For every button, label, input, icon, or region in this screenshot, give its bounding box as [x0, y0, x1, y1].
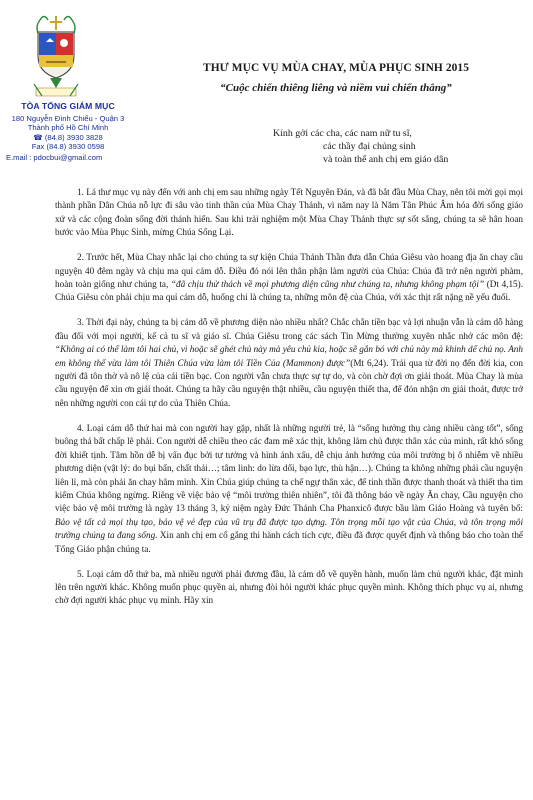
address-line-1: 180 Nguyễn Đình Chiểu - Quận 3	[11, 113, 125, 123]
salutation-line-3: và toàn thể anh chị em giáo dân	[323, 154, 449, 165]
paragraph-2	[55, 251, 523, 305]
paragraph-3	[55, 316, 523, 410]
sender-info	[4, 102, 132, 163]
email-address: E.mail : pdocbui@gmail.com	[6, 152, 103, 162]
archdiocese-coat-of-arms	[30, 14, 82, 102]
address-line-2: Thành phố Hồ Chí Minh	[27, 123, 109, 133]
letter-title: THƯ MỤC VỤ MÙA CHAY, MÙA PHỤC SINH 2015	[203, 62, 469, 74]
paragraph-2-text-b: (Dt 4,15). Chúa Giêsu còn phải chịu ma quỉ cám dỗ, huống chi là chúng ta, những môn đệ của Chúa, với xác thịt rất nặng nề yếu đuối.	[55, 279, 524, 303]
paragraph-4	[55, 422, 523, 556]
letter-body	[55, 186, 523, 608]
paragraph-2-text-a: 2. Trước hết, Mùa Chay nhắc lại cho chúng ta sự kiện Chúa Thánh Thần đưa dẫn Chúa Giêsu vào hoang địa ăn chay cầu nguyện 40 đêm ngày và chịu ma quỉ cám dỗ. Điều đó nói lên thân phận làm người của Chúa: Chúa đã trở nên người phàm, hoàn toàn giống như chúng ta,	[55, 252, 523, 290]
phone-number: ☎ (84.8) 3930 3828	[33, 132, 103, 142]
paragraph-3-text-b: (Mt 6,24). Trải qua từ đời nọ đến đời kia, con người đã tôn thờ và nô lệ của cải tiền bạc. Con người vẫn chưa thực sự tự do, và còn chờ đợi ơn giải thoát. Mùa Chay là mùa cầu nguyện để xin ơn giải thoát. Chúng ta hãy cầu nguyện thật nhiều, cầu nguyện thiết tha, để đón nhận ơn giải thoát, được trở nên những người con cái tự do của Thiên Chúa.	[55, 357, 523, 408]
salutation-line-2: các thầy đại chủng sinh	[323, 141, 416, 152]
paragraph-1: 1. Lá thư mục vụ này đến với anh chị em sau những ngày Tết Nguyên Đán, và đã bắt đầu Mùa Chay, nên tôi mời gọi mọi thành phần Dân Chúa nỗ lực đi sâu vào tinh thần của Mùa Chay Thánh, vì năm nay là Năm Tân Phúc Âm hóa đời sống giáo xứ và các cộng đoàn sống đời thánh hiến. Sau khi trải nghiệm một Mùa Chay Thánh thực sự sốt sắng, chúng ta sẽ hân hoan bước vào Mùa Phục Sinh, mừng Chúa Sống Lại.	[55, 187, 523, 238]
paragraph-4-text-a: 4. Loại cám dỗ thứ hai mà con người hay gặp, nhất là những người trẻ, là “sống hưởng thụ càng nhiều càng tốt”, sống buông thả bất chấp lẽ phải. Con người dễ chiều theo các đam mê xác thịt, không làm chủ được thân xác của mình, rất khó sống đời khiết tịnh. Tâm hồn dễ bị vẩn đục bởi tư tưởng và hình ảnh xấu, dễ chịu ảnh hưởng của môi trường bị ô nhiễm về nhiều phương diện (vật lý: do bụi bẩn, chất thải…; tâm linh: do lừa dối, bạo lực, thù hận…). Chúng ta không những phải cầu nguyện liên lỉ, mà còn phải ăn chay hãm mình. Xin Chúa giúp chúng ta chế ngự thân xác, để tinh thần được thanh thoát và thiết tha tìm kiếm Chúa không ngừng. Riêng về việc bảo vệ “môi trường thiên nhiên”, tôi đã thông báo về ngày Ăn chay, Cầu nguyện cho việc bảo vệ môi trường là ngày 13 tháng 3, kỷ niệm ngày Đức Thánh Cha Phanxicô được bầu làm Giáo Hoàng và tuyên bố:	[55, 422, 523, 514]
paragraph-5: 5. Loại cám dỗ thứ ba, mà nhiều người phải đương đầu, là cám dỗ về quyền hành, muốn làm chủ người khác, đặt mình lên trên người khác. Không muốn phục quyền ai, nhưng đòi hỏi người khác phục quyền mình. Không thích phục vụ ai, nhưng chờ đợi người khác phục vụ mình. Hãy xin	[55, 568, 523, 606]
paragraph-2-quote: “đã chịu thử thách về mọi phương diện cũng như chúng ta, nhưng không phạm tội”	[170, 279, 485, 290]
letter-subtitle: “Cuộc chiến thiêng liêng và niềm vui chiến thắng”	[220, 82, 452, 94]
paragraph-3-quote: “Không ai có thể làm tôi hai chủ, vì hoặc sẽ ghét chủ này mà yêu chủ kia, hoặc sẽ gắn bó với chủ này mà khinh dể chủ nọ. Anh em không thể vừa làm tôi Thiên Chúa vừa làm tôi Tiền Của (Mammon) được”	[55, 344, 523, 368]
salutation-line-1: Kính gởi các cha, các nam nữ tu sĩ,	[273, 128, 412, 139]
paragraph-4-text-b: Xin anh chị em cố gắng thi hành cách tích cực, điều đã được quyết định và thông báo cho toàn thể Tổng Giáo phận chúng ta.	[55, 530, 524, 554]
salutation	[273, 127, 448, 166]
paragraph-4-quote: Bảo vệ tất cả mọi thụ tạo, bảo vệ vẻ đẹp của vũ trụ đã được tạo dựng. Tôn trọng mỗi tạo vật của Chúa, và tôn trọng môi trường chúng ta đang sống.	[55, 516, 523, 541]
fax-number: Fax (84.8) 3930 0598	[31, 142, 105, 152]
organization-name: TÒA TỔNG GIÁM MỤC	[21, 101, 115, 111]
paragraph-3-text-a: 3. Thời đại này, chúng ta bị cám dỗ về phương diện nào nhiều nhất? Chắc chắn tiền bạc và lợi nhuận vẫn là cám dỗ hàng đầu đối với mọi người, kể cả tu sĩ và giáo sĩ. Chúa Giêsu trong các sách Tin Mừng thường xuyên nhắc nhở các môn đệ:	[55, 317, 523, 341]
